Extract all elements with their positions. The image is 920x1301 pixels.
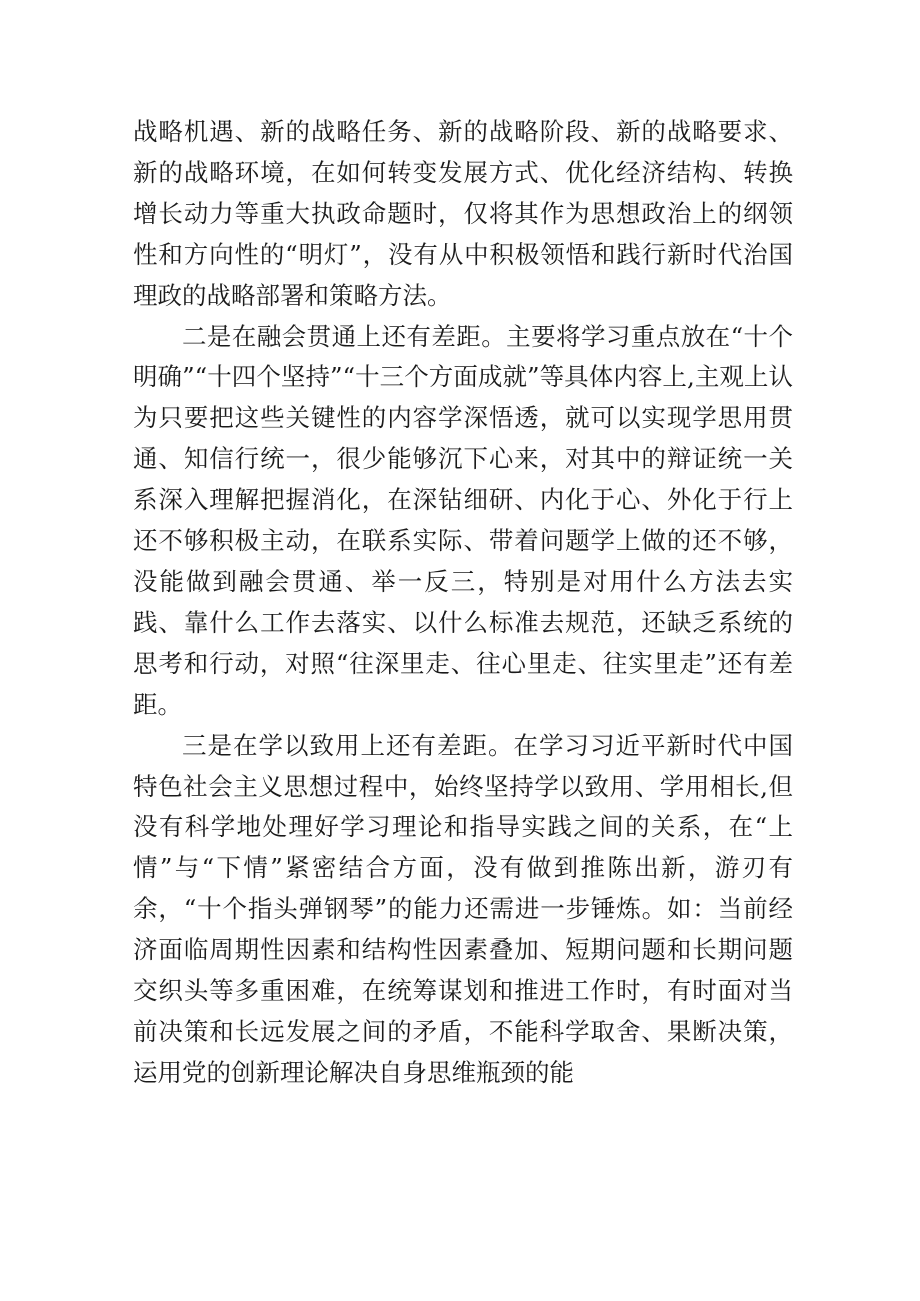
paragraph-continuation: 战略机遇、新的战略任务、新的战略阶段、新的战略要求、新的战略环境，在如何转变发展方式、优化经济结构、转换增长动力等重大执政命题时，仅将其作为思想政治上的纲领性和方向性的“明灯”，没有从中积极领悟和践行新时代治国理政的战略部署和策略方法。 (133, 117, 793, 310)
paragraph-integration-gap: 二是在融会贯通上还有差距。主要将学习重点放在“十个明确”“十四个坚持”“十三个方面成就”等具体内容上,主观上认为只要把这些关键性的内容学深悟透，就可以实现学思用贯通、知信行统一，很少能够沉下心来，对其中的辩证统一关系深入理解把握消化，在深钻细研、内化于心、外化于行上还不够积极主动，在联系实际、带着问题学上做的还不够，没能做到融会贯通、举一反三，特别是对用什么方法去实践、靠什么工作去落实、以什么标准去规范，还缺乏系统的思考和行动，对照“往深里走、往心里走、往实里走”还有差距。 (133, 321, 793, 719)
document-body (133, 112, 793, 1094)
paragraph-application-gap: 三是在学以致用上还有差距。在学习习近平新时代中国特色社会主义思想过程中，始终坚持学以致用、学用相长,但没有科学地处理好学习理论和指导实践之间的关系，在“上情”与“下情”紧密结合方面，没有做到推陈出新，游刃有余，“十个指头弹钢琴”的能力还需进一步锤炼。如：当前经济面临周期性因素和结构性因素叠加、短期问题和长期问题交织头等多重困难，在统筹谋划和推进工作时，有时面对当前决策和长远发展之间的矛盾，不能科学取舍、果断决策，运用党的创新理论解决自身思维瓶颈的能 (133, 730, 793, 1087)
